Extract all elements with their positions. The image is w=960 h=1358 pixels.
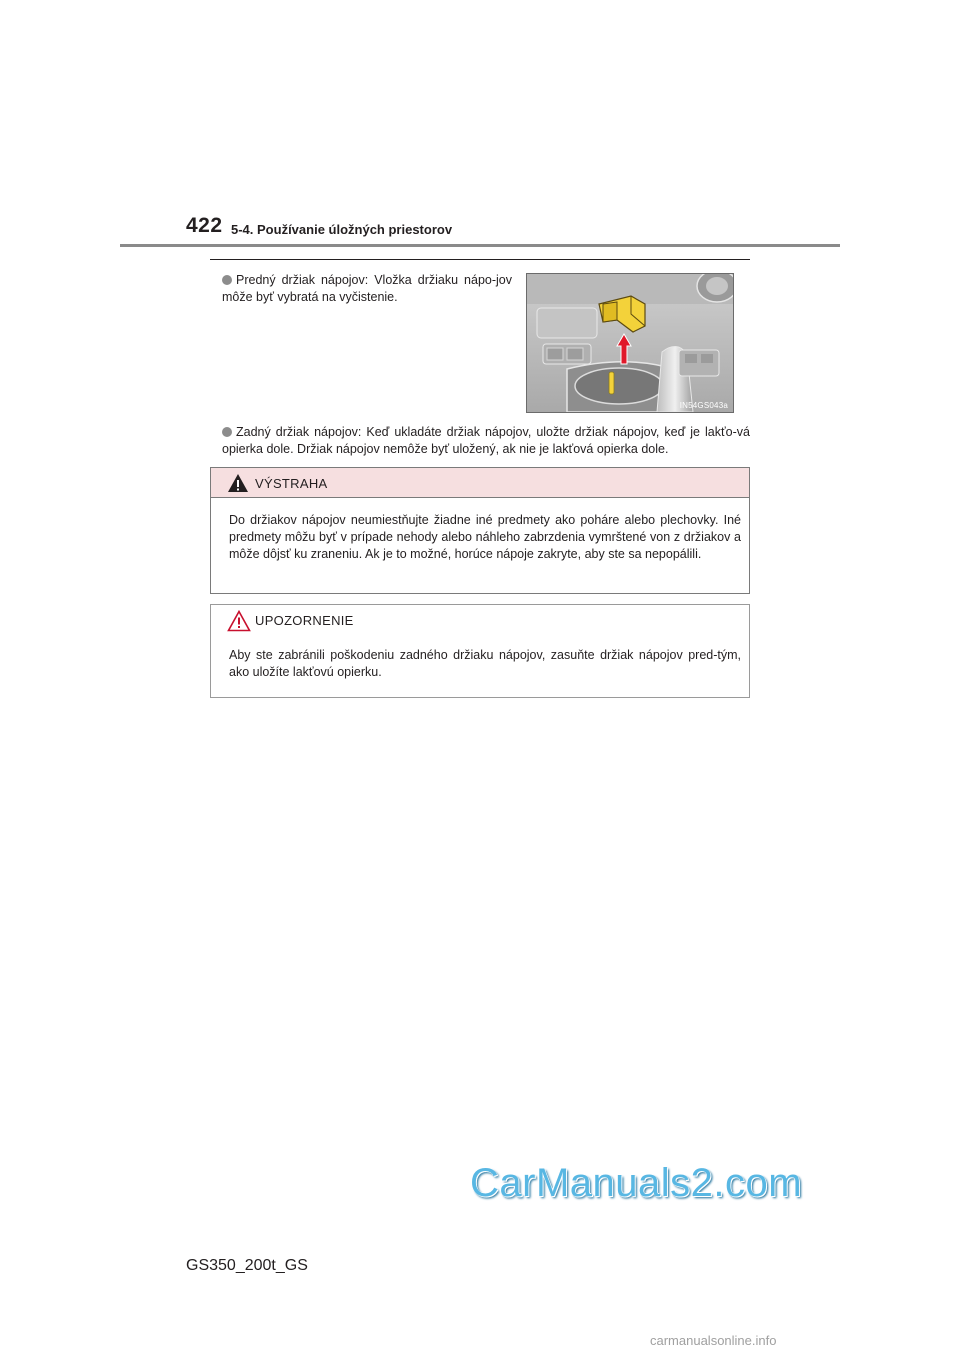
section-rule xyxy=(210,259,750,260)
figure-code: IN54GS043a xyxy=(679,401,728,410)
warning-box xyxy=(210,467,750,594)
caution-triangle-icon xyxy=(227,610,251,632)
header-rule xyxy=(120,244,840,247)
footer-model: GS350_200t_GS xyxy=(186,1257,308,1274)
bullet-icon xyxy=(222,427,232,437)
carmanuals-watermark: CarManuals2.com xyxy=(470,1161,803,1205)
section-title: 5-4. Používanie úložných priestorov xyxy=(231,222,453,237)
warning-header xyxy=(211,468,749,498)
notice-body: Aby ste zabránili poškodeniu zadného držiaku nápojov, zasuňte držiak nápojov pred-tým, ako uložíte lakťovú opierku. xyxy=(229,648,741,679)
bullet-icon xyxy=(222,275,232,285)
page-number: 422 xyxy=(186,214,223,237)
bullet-text: Zadný držiak nápojov: Keď ukladáte držiak nápojov, uložte držiak nápojov, keď je lakťo-vá opierka dole. Držiak nápojov nemôže byť uložený, ak nie je lakťová opierka dole. xyxy=(222,425,750,456)
notice-header xyxy=(211,605,749,635)
cup-holder-drawing xyxy=(527,274,733,412)
bullet-text: Predný držiak nápojov: Vložka držiaku nápo-jov môže byť vybratá na vyčistenie. xyxy=(222,273,512,304)
bullet-front-cup-holder xyxy=(222,272,512,306)
notice-box xyxy=(210,604,750,698)
warning-body: Do držiakov nápojov neumiestňujte žiadne iné predmety ako poháre alebo plechovky. Iné predmety môžu byť v prípade nehody alebo náhleho zabrzdenia vymrštené von z držiakov a môže dôjsť ku zraneniu. Ak je to možné, horúce nápoje zakryte, aby ste sa nepopálili. xyxy=(229,513,741,561)
warning-triangle-icon xyxy=(227,473,249,493)
warning-heading: VÝSTRAHA xyxy=(255,476,328,491)
cup-holder-illustration xyxy=(526,273,734,413)
notice-heading: UPOZORNENIE xyxy=(255,613,354,628)
bullet-rear-cup-holder xyxy=(222,424,750,458)
site-watermark: carmanualsonline.info xyxy=(650,1333,777,1348)
